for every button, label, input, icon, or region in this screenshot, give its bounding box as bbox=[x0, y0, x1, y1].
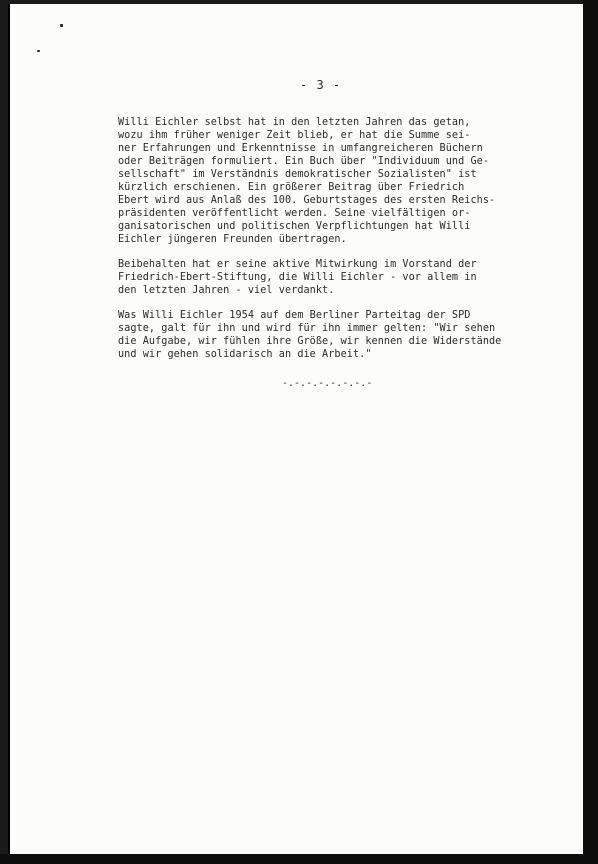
text-line: kürzlich erschienen. Ein größerer Beitrag über Friedrich bbox=[118, 182, 465, 193]
text-line: und wir gehen solidarisch an die Arbeit." bbox=[118, 349, 372, 360]
text-line: Eichler jüngeren Freunden übertragen. bbox=[118, 234, 347, 245]
document-page bbox=[8, 4, 585, 854]
page-number: - 3 - bbox=[300, 78, 342, 92]
text-line: ganisatorischen und politischen Verpflichtungen hat Willi bbox=[118, 221, 471, 232]
text-line: Willi Eichler selbst hat in den letzten Jahren das getan, bbox=[118, 117, 471, 128]
paragraph bbox=[118, 309, 558, 361]
text-line: wozu ihm früher weniger Zeit blieb, er hat die Summe sei- bbox=[118, 130, 471, 141]
text-line: präsidenten veröffentlicht werden. Seine vielfältigen or- bbox=[118, 208, 471, 219]
scan-speck bbox=[37, 50, 40, 52]
paragraph bbox=[118, 116, 558, 246]
section-separator: -.-.-.-.-.-.-.- bbox=[282, 378, 373, 389]
text-line: Friedrich-Ebert-Stiftung, die Willi Eichler - vor allem in bbox=[118, 272, 477, 283]
paragraph bbox=[118, 258, 558, 297]
text-line: sellschaft" im Verständnis demokratischer Sozialisten" ist bbox=[118, 169, 477, 180]
scan-border-bottom bbox=[0, 854, 598, 864]
text-line: Beibehalten hat er seine aktive Mitwirkung im Vorstand der bbox=[118, 259, 477, 270]
text-line: oder Beiträgen formuliert. Ein Buch über "Individuum und Ge- bbox=[118, 156, 490, 167]
text-line: ner Erfahrungen und Erkenntnisse in umfangreicheren Büchern bbox=[118, 143, 483, 154]
text-line: sagte, galt für ihn und wird für ihn immer gelten: "Wir sehen bbox=[118, 323, 496, 334]
scan-border-right bbox=[583, 0, 598, 864]
text-line: Ebert wird aus Anlaß des 100. Geburtstages des ersten Reichs- bbox=[118, 195, 496, 206]
text-line: den letzten Jahren - viel verdankt. bbox=[118, 285, 335, 296]
text-line: Was Willi Eichler 1954 auf dem Berliner Parteitag der SPD bbox=[118, 310, 471, 321]
scan-speck bbox=[60, 24, 63, 27]
text-line: die Aufgabe, wir fühlen ihre Größe, wir kennen die Widerstände bbox=[118, 336, 502, 347]
body-text bbox=[118, 116, 558, 373]
